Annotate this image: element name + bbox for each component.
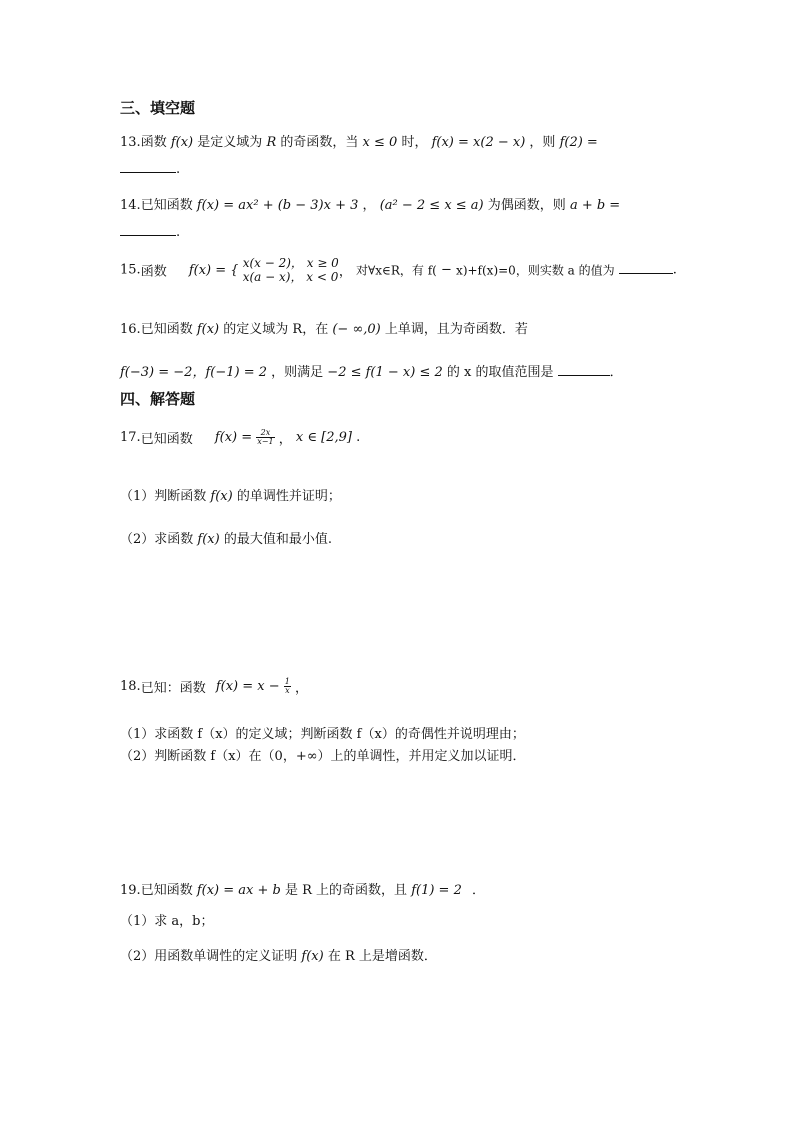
punctuation: . <box>672 262 677 278</box>
fraction-numerator: 2x <box>256 429 274 438</box>
fraction-denominator: x <box>285 686 290 695</box>
question-19-part2 <box>120 945 437 964</box>
question-text: 时， <box>401 135 428 150</box>
question-16-line2 <box>120 361 623 380</box>
math-expression: f(x) = x − <box>215 679 280 694</box>
question-text: 的定义域为 R，在 <box>223 322 329 337</box>
question-number: 14. <box>120 198 141 213</box>
question-13 <box>120 131 598 150</box>
fraction <box>284 678 291 695</box>
question-19 <box>120 879 485 898</box>
math-expression: f(1) = 2 <box>411 883 462 898</box>
question-number: 18. <box>120 679 141 694</box>
math-expression: f(x) <box>210 489 233 504</box>
math-expression: f(x) = ax + b <box>196 883 281 898</box>
fraction <box>256 429 274 446</box>
math-expression: f(x) <box>197 532 220 547</box>
question-number: 19. <box>120 883 141 898</box>
math-expression: −2 ≤ f(1 − x) ≤ 2 <box>327 365 443 380</box>
math-expression: f(x) <box>196 322 220 337</box>
question-text: 对∀x∈R，有 f( <box>355 263 437 278</box>
case-line: x(x − 2)， x ≥ 0 <box>242 256 339 270</box>
math-expression: f(x) <box>170 135 194 150</box>
answer-blank-14 <box>120 225 180 240</box>
question-text: 的奇函数，当 <box>280 135 359 150</box>
question-text: （1）判断函数 <box>120 489 207 504</box>
question-text: 的 x 的取值范围是 <box>446 365 554 380</box>
math-expression: (a² − 2 ≤ x ≤ a) <box>379 198 484 213</box>
math-expression: f(x) = x(2 − x) <box>431 135 526 150</box>
question-text: 已知：函数 <box>140 681 206 696</box>
math-expression: R <box>266 135 277 150</box>
math-expression: x ≤ 0 <box>362 135 398 150</box>
question-text: 是 R 上的奇函数，且 <box>285 883 408 898</box>
question-number: 15. <box>120 262 141 278</box>
question-text: 的单调性并证明； <box>236 489 341 504</box>
question-number: 17. <box>120 430 141 445</box>
question-17-part1 <box>120 485 341 504</box>
question-text: 已知函数 <box>140 883 193 898</box>
fraction-numerator: 1 <box>284 677 290 686</box>
question-18 <box>120 677 308 696</box>
question-text: 的最大值和最小值. <box>223 532 332 547</box>
question-text: ，则 <box>529 135 556 150</box>
question-text: 已知函数 <box>140 198 193 213</box>
minus-sign: − <box>441 262 452 278</box>
question-text: ， <box>295 681 309 696</box>
punctuation: ． <box>472 883 486 898</box>
math-expression: x ∈ [2,9] <box>295 430 352 445</box>
question-text: 是定义域为 <box>197 135 263 150</box>
math-expression: f(−3) = −2，f(−1) = 2 <box>120 365 267 380</box>
question-18-part1: （1）求函数 f（x）的定义域；判断函数 f（x）的奇偶性并说明理由； <box>120 727 525 742</box>
piecewise-cases <box>243 256 339 284</box>
answer-blank-13 <box>120 162 180 177</box>
question-text: ， <box>278 432 292 447</box>
question-18-part2: （2）判断函数 f（x）在（0，+∞）上的单调性，并用定义加以证明． <box>120 749 526 764</box>
question-text: 上单调，且为奇函数．若 <box>384 322 528 337</box>
question-17-part2 <box>120 528 332 547</box>
math-expression: f(x) = <box>214 430 253 445</box>
section-heading-fill: 三、填空题 <box>120 99 196 117</box>
question-text: x)+f(x)=0，则实数 a 的值为 <box>456 263 615 278</box>
punctuation: ， <box>338 264 352 280</box>
case-line: x(a − x)， x < 0 <box>242 270 339 284</box>
punctuation: . <box>176 225 181 240</box>
question-19-part1: （1）求 a，b； <box>120 914 214 929</box>
question-text: （2）求函数 <box>120 532 194 547</box>
question-17 <box>120 428 360 447</box>
question-14 <box>120 194 620 213</box>
punctuation: ． <box>609 365 623 380</box>
punctuation: . <box>176 162 181 177</box>
question-text: 在 R 上是增函数． <box>327 949 437 964</box>
question-number: 16. <box>120 322 141 337</box>
question-text: ， <box>362 198 376 213</box>
question-text: （2）用函数单调性的定义证明 <box>120 949 298 964</box>
math-expression: f(x) <box>301 949 324 964</box>
math-expression: f(x) = { <box>188 262 239 278</box>
question-number: 13. <box>120 135 141 150</box>
question-15 <box>120 256 677 284</box>
question-text: 已知函数 <box>140 432 193 447</box>
question-text: 已知函数 <box>140 322 193 337</box>
math-expression: f(x) = ax² + (b − 3)x + 3 <box>196 198 359 213</box>
punctuation: . <box>356 430 361 445</box>
math-expression: f(2) = <box>559 135 598 150</box>
math-expression: (− ∞,0) <box>332 322 381 337</box>
fraction-denominator: x−1 <box>257 437 274 446</box>
section-heading-answer: 四、解答题 <box>120 390 196 408</box>
question-text: 函数 <box>140 135 167 150</box>
math-expression: a + b = <box>569 198 621 213</box>
question-16 <box>120 318 528 337</box>
question-text: 函数 <box>140 264 167 280</box>
question-text: ，则满足 <box>271 365 324 380</box>
question-text: 为偶函数，则 <box>487 198 566 213</box>
